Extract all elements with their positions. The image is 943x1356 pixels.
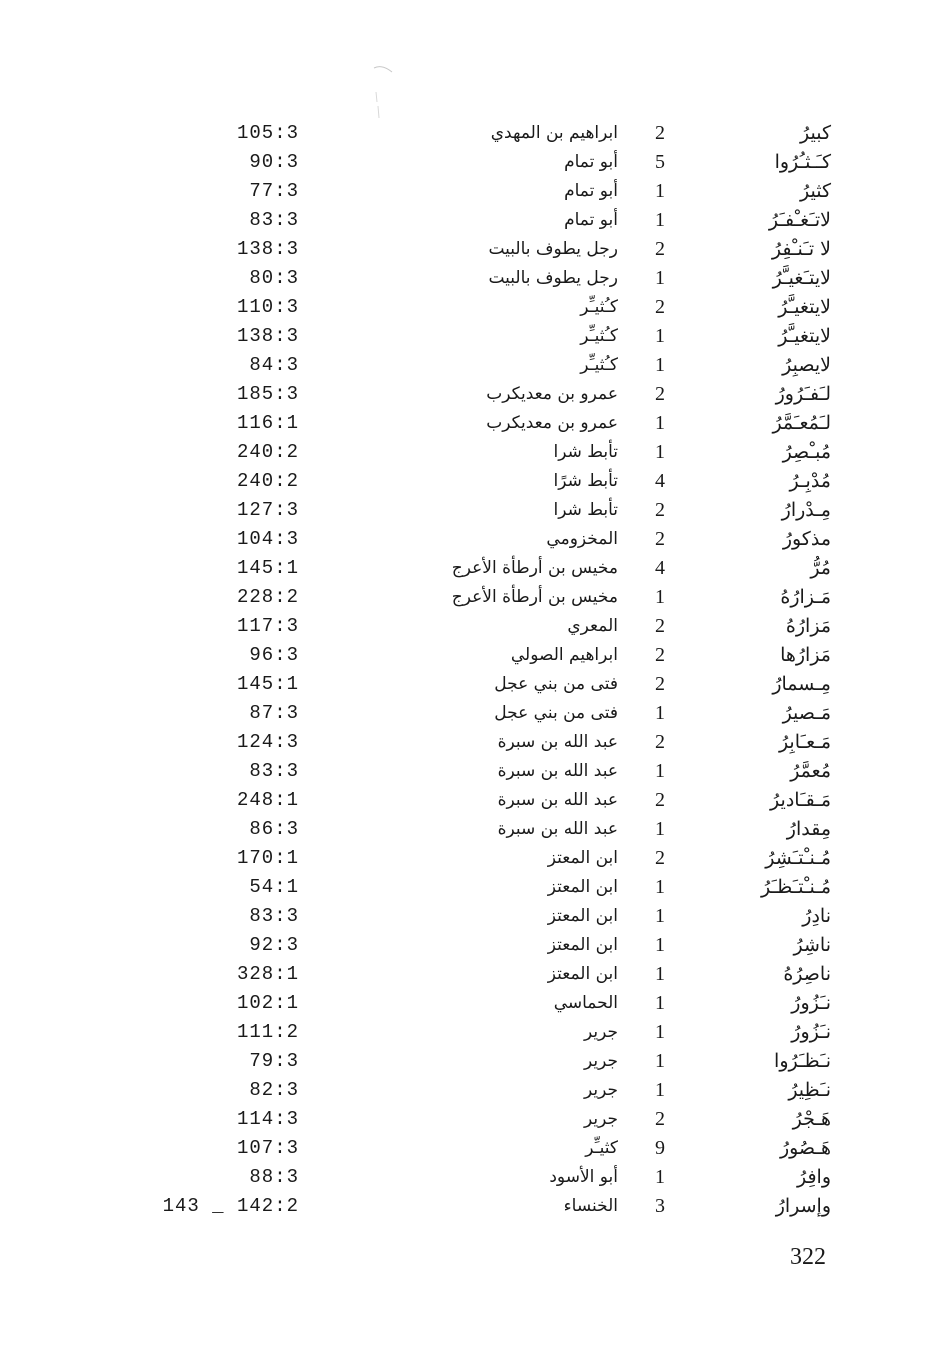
poet-name: جرير <box>584 1022 618 1042</box>
poet-name: رجل يطوف بالبيت <box>488 239 618 259</box>
rhyme-word: وإسرارُ <box>775 1195 831 1217</box>
table-row <box>0 670 943 699</box>
table-row <box>0 757 943 786</box>
poet-name: ابراهيم الصولي <box>510 645 618 665</box>
page-reference: 138:3 <box>236 238 299 260</box>
page-reference: 83:3 <box>249 209 299 231</box>
rhyme-word: نـَزُورُ <box>791 992 831 1014</box>
poet-name: أبو الأسود <box>549 1167 618 1187</box>
page-reference: 240:2 <box>236 470 299 492</box>
page-reference: 185:3 <box>236 383 299 405</box>
table-row <box>0 1163 943 1192</box>
page-reference: 145:1 <box>236 673 299 695</box>
verse-count: 2 <box>655 615 665 637</box>
rhyme-word: مُـنـْتـَظـَرُ <box>761 876 831 898</box>
verse-count: 2 <box>655 122 665 144</box>
verse-count: 1 <box>655 1050 665 1072</box>
rhyme-word: مذكورُ <box>782 528 831 550</box>
rhyme-word: مُدْبِـرُ <box>789 470 831 492</box>
verse-count: 1 <box>655 441 665 463</box>
page-reference: 110:3 <box>236 296 299 318</box>
table-row <box>0 148 943 177</box>
verse-count: 1 <box>655 586 665 608</box>
verse-count: 1 <box>655 876 665 898</box>
table-row <box>0 554 943 583</box>
page-reference: 102:1 <box>236 992 299 1014</box>
poet-name: الخنساء <box>563 1196 618 1216</box>
verse-count: 1 <box>655 934 665 956</box>
rhyme-word: مَـصيرُ <box>782 702 831 724</box>
table-row <box>0 989 943 1018</box>
page-reference: 240:2 <box>236 441 299 463</box>
page-reference: 104:3 <box>236 528 299 550</box>
verse-count: 5 <box>655 151 665 173</box>
verse-count: 4 <box>655 470 665 492</box>
rhyme-word: نـَظِيرُ <box>788 1079 831 1101</box>
poet-name: المخزومي <box>546 529 618 549</box>
table-row <box>0 380 943 409</box>
rhyme-word: ناصِرُهُ <box>783 963 831 985</box>
table-row <box>0 815 943 844</box>
rhyme-word: كبيرُ <box>800 122 831 144</box>
rhyme-word: لايتغيـَّرُ <box>778 296 831 318</box>
verse-count: 2 <box>655 238 665 260</box>
rhyme-word: مَـقـَاديرُ <box>770 789 831 811</box>
poet-name: كثيـِّر <box>585 1138 618 1158</box>
page-reference: 88:3 <box>249 1166 299 1188</box>
table-row <box>0 206 943 235</box>
verse-count: 1 <box>655 354 665 376</box>
poet-name: الحماسي <box>553 993 618 1013</box>
rhyme-word: مُبـْصِرُ <box>782 441 831 463</box>
poet-name: عمرو بن معديكرب <box>486 413 618 433</box>
rhyme-word: لـَمُعـَمَّرُ <box>772 412 831 434</box>
page-number: 322 <box>790 1244 826 1270</box>
rhyme-word: لـَفـَرُورُ <box>775 383 831 405</box>
table-row <box>0 786 943 815</box>
rhyme-word: نـَظـَرُوا <box>774 1050 831 1072</box>
rhyme-word: مُـنـْتـَشِرُ <box>765 847 831 869</box>
verse-count: 2 <box>655 528 665 550</box>
page-reference: 228:2 <box>236 586 299 608</box>
page-reference: 83:3 <box>249 760 299 782</box>
rhyme-word: كثيرُ <box>800 180 831 202</box>
verse-count: 2 <box>655 296 665 318</box>
rhyme-word: لا تـَنـْفِرُ <box>771 238 831 260</box>
table-row <box>0 583 943 612</box>
table-row <box>0 931 943 960</box>
table-row <box>0 1105 943 1134</box>
table-row <box>0 525 943 554</box>
verse-count: 2 <box>655 847 665 869</box>
rhyme-word: نـَزُورُ <box>791 1021 831 1043</box>
poet-name: أبو تمام <box>564 152 618 172</box>
page-reference: 138:3 <box>236 325 299 347</box>
rhyme-word: هَـجْرُ <box>792 1108 831 1130</box>
rhyme-word: مَـزارُهُ <box>780 586 831 608</box>
page-reference: 107:3 <box>236 1137 299 1159</box>
poet-name: كـُثيـِّر <box>580 326 618 346</box>
poet-name: ابن المعتز <box>547 848 618 868</box>
rhyme-word: لايتـَغيـَّرُ <box>772 267 831 289</box>
verse-count: 1 <box>655 818 665 840</box>
verse-count: 1 <box>655 209 665 231</box>
poet-name: ابن المعتز <box>547 877 618 897</box>
poet-name: فتى من بني عجل <box>494 703 618 723</box>
poet-name: جرير <box>584 1051 618 1071</box>
verse-count: 1 <box>655 963 665 985</box>
table-row <box>0 1134 943 1163</box>
rhyme-word: وافِرُ <box>796 1166 831 1188</box>
table-row <box>0 496 943 525</box>
rhyme-word: مَـعـَابِرُ <box>778 731 831 753</box>
page-reference: 77:3 <box>249 180 299 202</box>
table-row <box>0 119 943 148</box>
page-reference: 83:3 <box>249 905 299 927</box>
verse-count: 2 <box>655 789 665 811</box>
page-reference: 145:1 <box>236 557 299 579</box>
poet-name: المعري <box>567 616 618 636</box>
page-reference: 84:3 <box>249 354 299 376</box>
table-row <box>0 1047 943 1076</box>
rhyme-word: كـَـثـُرُوا <box>774 151 831 173</box>
table-row <box>0 960 943 989</box>
rhyme-word: مِـسمارُ <box>772 673 831 695</box>
verse-count: 1 <box>655 1021 665 1043</box>
table-row <box>0 641 943 670</box>
poet-name: أبو تمام <box>564 181 618 201</box>
index-table <box>0 119 943 1221</box>
rhyme-word: مَزارُهُ <box>785 615 831 637</box>
page-reference: 116:1 <box>236 412 299 434</box>
verse-count: 4 <box>655 557 665 579</box>
scan-mark <box>372 62 396 122</box>
verse-count: 1 <box>655 702 665 724</box>
verse-count: 1 <box>655 1079 665 1101</box>
poet-name: عمرو بن معديكرب <box>486 384 618 404</box>
page-reference: 328:1 <box>236 963 299 985</box>
page-reference: 86:3 <box>249 818 299 840</box>
table-row <box>0 438 943 467</box>
poet-name: جرير <box>584 1080 618 1100</box>
rhyme-word: هَـصُورُ <box>779 1137 831 1159</box>
rhyme-word: مُعمَّرُ <box>790 760 831 782</box>
page-reference: 127:3 <box>236 499 299 521</box>
table-row <box>0 1076 943 1105</box>
poet-name: جرير <box>584 1109 618 1129</box>
poet-name: ابراهيم بن المهدي <box>490 123 618 143</box>
verse-count: 1 <box>655 992 665 1014</box>
rhyme-word: لاتـَغـْفـَرُ <box>768 209 831 231</box>
page-reference: 87:3 <box>249 702 299 724</box>
page-reference: 143 _ 142:2 <box>162 1195 299 1217</box>
table-row <box>0 1018 943 1047</box>
table-row <box>0 409 943 438</box>
poet-name: ابن المعتز <box>547 964 618 984</box>
poet-name: تأبط شرا <box>553 500 618 520</box>
table-row <box>0 235 943 264</box>
verse-count: 1 <box>655 267 665 289</box>
verse-count: 1 <box>655 180 665 202</box>
poet-name: أبو تمام <box>564 210 618 230</box>
table-row <box>0 902 943 931</box>
rhyme-word: مِقدارُ <box>786 818 831 840</box>
table-row <box>0 177 943 206</box>
poet-name: عبد الله بن سبرة <box>497 761 618 781</box>
poet-name: مخيس بن أرطأة الأعرج <box>451 587 618 607</box>
verse-count: 1 <box>655 1166 665 1188</box>
page-reference: 111:2 <box>236 1021 299 1043</box>
rhyme-word: لايصبِرُ <box>782 354 831 376</box>
poet-name: فتى من بني عجل <box>494 674 618 694</box>
poet-name: عبد الله بن سبرة <box>497 732 618 752</box>
poet-name: ابن المعتز <box>547 906 618 926</box>
table-row <box>0 322 943 351</box>
verse-count: 2 <box>655 673 665 695</box>
table-row <box>0 844 943 873</box>
verse-count: 1 <box>655 412 665 434</box>
verse-count: 1 <box>655 325 665 347</box>
verse-count: 2 <box>655 1108 665 1130</box>
page-reference: 54:1 <box>249 876 299 898</box>
verse-count: 1 <box>655 760 665 782</box>
poet-name: ابن المعتز <box>547 935 618 955</box>
page-reference: 90:3 <box>249 151 299 173</box>
verse-count: 1 <box>655 905 665 927</box>
table-row <box>0 1192 943 1221</box>
page-reference: 105:3 <box>236 122 299 144</box>
rhyme-word: مِـدْرارُ <box>781 499 831 521</box>
poet-name: رجل يطوف بالبيت <box>488 268 618 288</box>
poet-name: عبد الله بن سبرة <box>497 819 618 839</box>
rhyme-word: نادِرُ <box>802 905 831 927</box>
verse-count: 2 <box>655 644 665 666</box>
verse-count: 2 <box>655 731 665 753</box>
poet-name: كـُثيـِّر <box>580 297 618 317</box>
table-row <box>0 873 943 902</box>
verse-count: 3 <box>655 1195 665 1217</box>
page-reference: 79:3 <box>249 1050 299 1072</box>
verse-count: 2 <box>655 499 665 521</box>
rhyme-word: ناشِرُ <box>793 934 831 956</box>
rhyme-word: مُرُّ <box>810 557 831 579</box>
poet-name: عبد الله بن سبرة <box>497 790 618 810</box>
rhyme-word: لايتغيـَّرُ <box>778 325 831 347</box>
page-reference: 170:1 <box>236 847 299 869</box>
page-reference: 248:1 <box>236 789 299 811</box>
table-row <box>0 264 943 293</box>
verse-count: 9 <box>655 1137 665 1159</box>
table-row <box>0 728 943 757</box>
page-reference: 82:3 <box>249 1079 299 1101</box>
page-reference: 114:3 <box>236 1108 299 1130</box>
page-reference: 80:3 <box>249 267 299 289</box>
verse-count: 2 <box>655 383 665 405</box>
page-reference: 124:3 <box>236 731 299 753</box>
poet-name: مخيس بن أرطأة الأعرج <box>451 558 618 578</box>
rhyme-word: مَزارُها <box>780 644 831 666</box>
poet-name: تأبط شرا <box>553 442 618 462</box>
page-reference: 92:3 <box>249 934 299 956</box>
table-row <box>0 612 943 641</box>
table-row <box>0 699 943 728</box>
poet-name: تأبط شرًا <box>553 471 618 491</box>
poet-name: كـُثيـِّر <box>580 355 618 375</box>
page-reference: 96:3 <box>249 644 299 666</box>
table-row <box>0 293 943 322</box>
table-row <box>0 351 943 380</box>
table-row <box>0 467 943 496</box>
page-reference: 117:3 <box>236 615 299 637</box>
